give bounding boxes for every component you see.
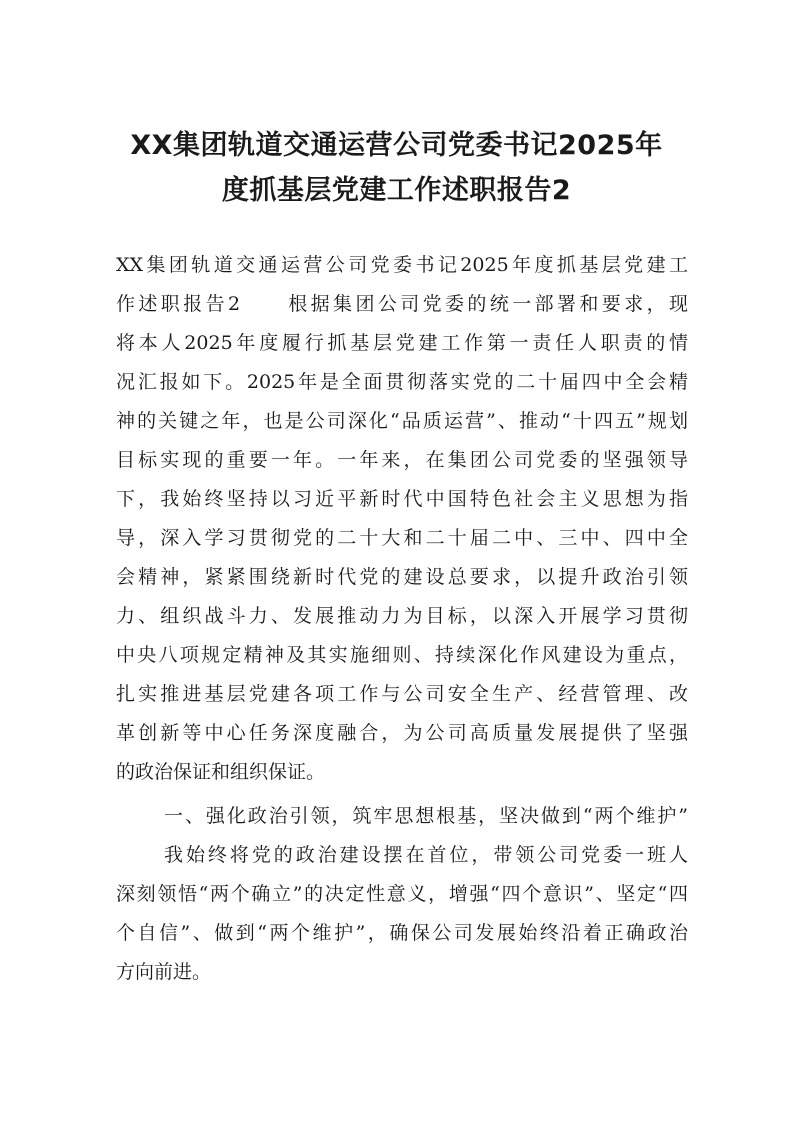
intro-line: 况汇报如下。2025年是全面贯彻落实党的二十届四中全会精	[116, 371, 688, 393]
intro-line: 中央八项规定精神及其实施细则、持续深化作风建设为重点，	[116, 644, 688, 666]
document-title-line-1: XX集团轨道交通运营公司党委书记2025年	[130, 130, 663, 161]
intro-line: 神的关键之年，也是公司深化“品质运营”、推动“十四五”规划	[116, 410, 688, 432]
section-body-line: 方向前进。	[116, 961, 212, 983]
intro-line: 力、组织战斗力、发展推动力为目标，以深入开展学习贯彻	[116, 605, 688, 627]
intro-line: 作述职报告2 根据集团公司党委的统一部署和要求，现	[116, 293, 688, 315]
document-title-line-2: 度抓基层党建工作述职报告2	[221, 175, 572, 206]
intro-line: XX集团轨道交通运营公司党委书记2025年度抓基层党建工	[116, 254, 688, 276]
section-body-line: 个自信”、做到“两个维护”，确保公司发展始终沿着正确政治	[116, 922, 688, 944]
intro-line: 目标实现的重要一年。一年来，在集团公司党委的坚强领导	[116, 449, 688, 471]
section-heading: 一、强化政治引领，筑牢思想根基，坚决做到“两个维护”	[164, 805, 688, 827]
section-body-line: 深刻领悟“两个确立”的决定性意义，增强“四个意识”、坚定“四	[116, 883, 688, 905]
intro-line: 下，我始终坚持以习近平新时代中国特色社会主义思想为指	[116, 488, 688, 510]
intro-line: 导，深入学习贯彻党的二十大和二十届二中、三中、四中全	[116, 527, 688, 549]
intro-line: 扎实推进基层党建各项工作与公司安全生产、经营管理、改	[116, 683, 688, 705]
intro-line: 革创新等中心任务深度融合，为公司高质量发展提供了坚强	[116, 722, 688, 744]
section-body-line: 我始终将党的政治建设摆在首位，带领公司党委一班人	[164, 844, 688, 866]
intro-line: 将本人2025年度履行抓基层党建工作第一责任人职责的情	[116, 332, 688, 354]
intro-line: 的政治保证和组织保证。	[116, 761, 326, 783]
intro-line: 会精神，紧紧围绕新时代党的建设总要求，以提升政治引领	[116, 566, 688, 588]
